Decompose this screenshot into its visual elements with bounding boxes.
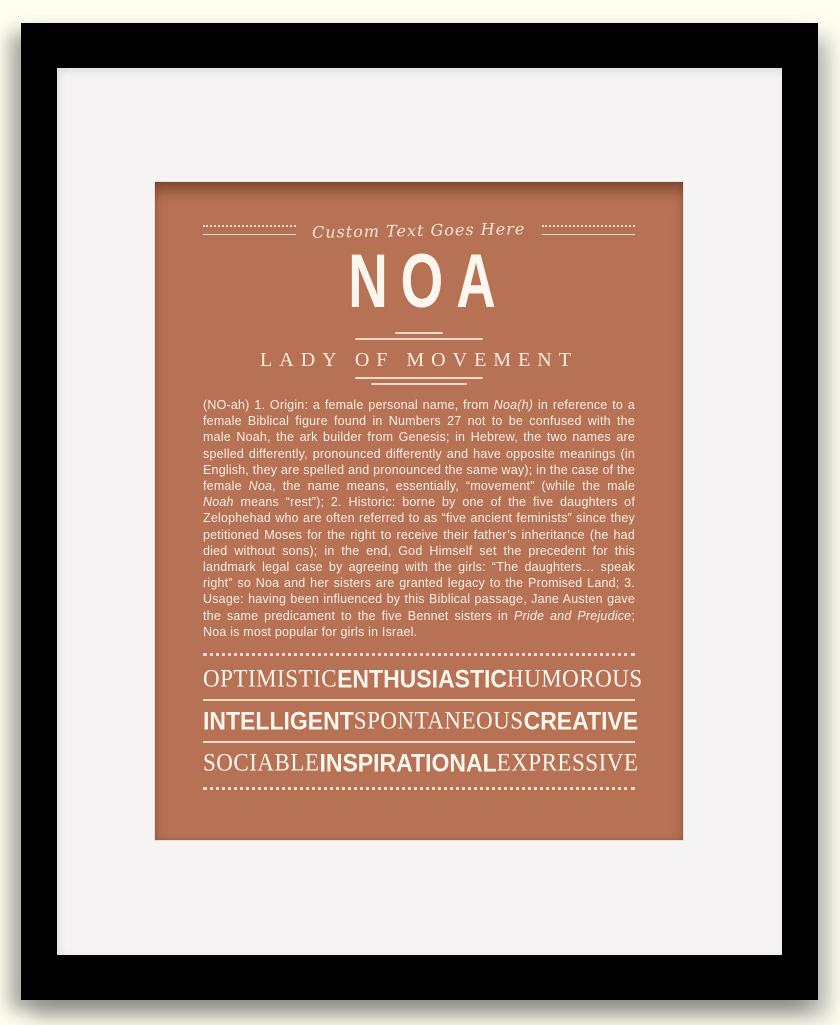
trait-row [203, 748, 639, 778]
picture-frame [21, 23, 818, 1000]
trait-row [203, 664, 643, 694]
definition-italic-segment: Pride and Prejudice [513, 608, 632, 623]
divider-line-long [355, 338, 483, 340]
trait-word: SOCIABLE [203, 749, 320, 777]
trait-word: ENTHUSIASTIC [337, 664, 508, 693]
definition-segment: means “rest”); 2. Historic: borne by one of the five daughters of Zelophehad who are often referred to as “five ancient feminists” since they petitioned Moses for the right to receive their father’s inheritance (he had died without sons); in the end, God Himself set the precedent for this landmark legal case by agreeing with the girls: “The daughters… speak right” so Noa and her sisters are granted legacy to the Promised Land; 3. Usage: having been influenced by this Biblical passage, Jane Austen gave the same predicament to the five Bennet sisters in [203, 495, 635, 623]
mat-board [57, 68, 782, 955]
name-title: NOA [347, 239, 509, 324]
trait-separator-line [203, 699, 635, 701]
trait-word: EXPRESSIVE [496, 749, 639, 777]
custom-text-label: Custom Text Goes Here [312, 218, 526, 242]
definition-italic-segment: Noah [203, 495, 234, 510]
divider-below-subtitle [203, 377, 635, 385]
definition-text [203, 397, 635, 640]
trait-separator-line [203, 741, 635, 743]
trait-word: OPTIMISTIC [203, 665, 338, 693]
trait-word: SPONTANEOUS [353, 707, 524, 735]
definition-italic-segment: Noa [248, 479, 273, 494]
divider-above-subtitle [203, 332, 635, 340]
trait-word: CREATIVE [523, 706, 639, 735]
custom-text-row [203, 220, 635, 240]
trait-row [203, 706, 639, 736]
definition-segment: , the name means, essentially, “movement” (while the male [272, 479, 635, 494]
traits-section [203, 664, 643, 778]
definition-segment: (NO-ah) 1. Origin: a female personal name, from [203, 398, 494, 412]
dotted-separator-bottom [203, 787, 635, 790]
name-art-print [155, 182, 683, 840]
trait-word: INSPIRATIONAL [319, 748, 497, 777]
definition-segment: in reference to a female Biblical figure found in Numbers 27 not to be confused with the male Noah, the ark builder from Genesis; in Hebrew, the two names are spelled differently, pronounced differently and have opposite meanings (in English, they are spelled and pronounced the same way); in the case of the female [203, 398, 635, 494]
divider-line-short [395, 332, 443, 334]
subtitle-meaning: LADY OF MOVEMENT [260, 349, 578, 371]
name-title-wrap [203, 239, 635, 324]
dotted-rule-right [542, 225, 635, 235]
trait-word: INTELLIGENT [203, 706, 354, 735]
divider-line-long [355, 377, 483, 379]
definition-italic-segment: Noa(h) [493, 398, 534, 412]
divider-line-mid [371, 383, 467, 385]
dotted-rule-left [203, 225, 296, 235]
dotted-separator-top [203, 653, 635, 656]
trait-word: HUMOROUS [507, 665, 643, 693]
definition-segment: ; Noa is most popular for girls in Israel. [203, 608, 635, 639]
